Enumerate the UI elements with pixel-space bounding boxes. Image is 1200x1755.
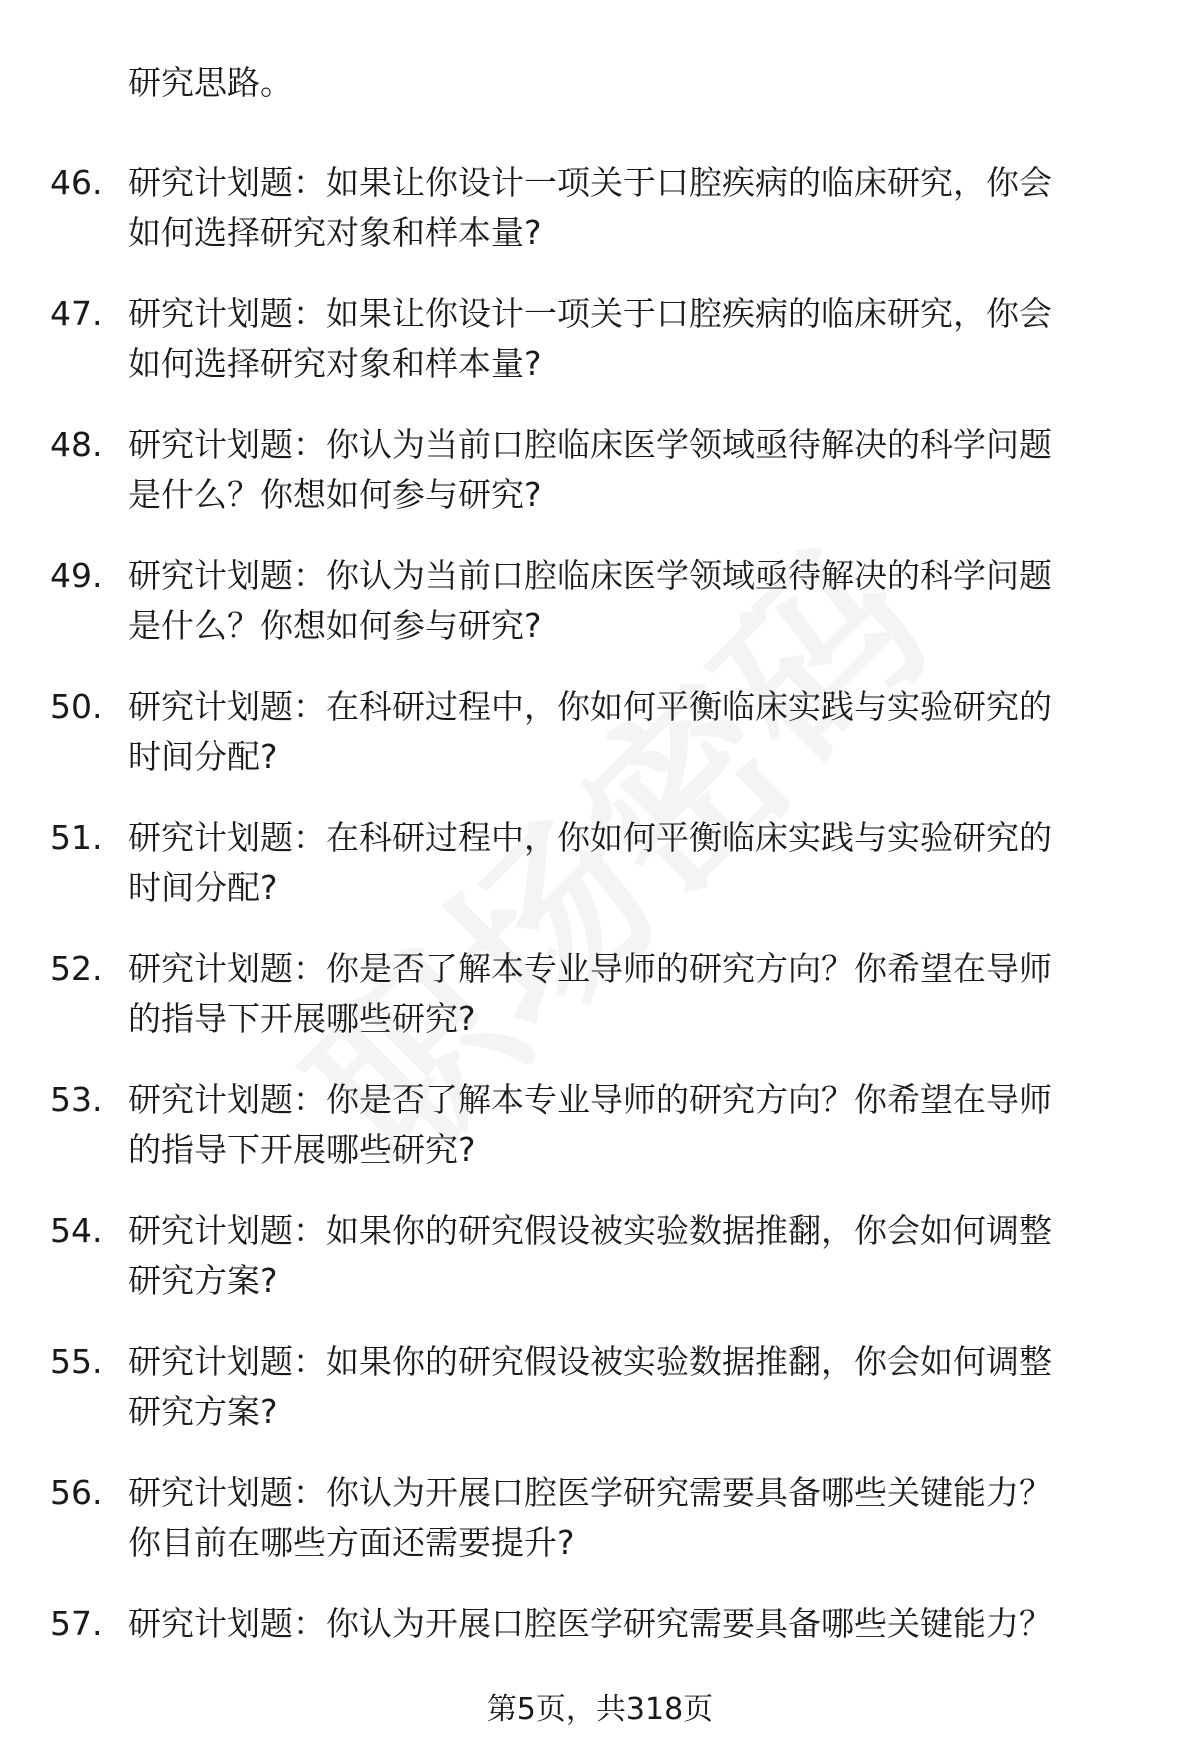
question-item-56 — [0, 1468, 1200, 1599]
question-number: 46. — [50, 163, 103, 202]
question-item-51 — [0, 813, 1200, 944]
question-text-line: 研究计划题：如果让你设计一项关于口腔疾病的临床研究，你会 — [128, 163, 1052, 202]
question-number: 50. — [50, 687, 103, 726]
question-text-line: 研究计划题：在科研过程中，你如何平衡临床实践与实验研究的 — [128, 687, 1052, 726]
question-text-line: 研究方案? — [128, 1261, 278, 1300]
question-text-line: 研究计划题：你认为当前口腔临床医学领域亟待解决的科学问题 — [128, 556, 1052, 595]
question-number: 52. — [50, 949, 103, 988]
question-text-line: 的指导下开展哪些研究? — [128, 999, 476, 1038]
question-text-line: 时间分配? — [128, 737, 278, 776]
question-item-52 — [0, 944, 1200, 1075]
page-footer: 第5页，共318页 — [486, 1692, 714, 1727]
question-text-line: 研究计划题：你是否了解本专业导师的研究方向？你希望在导师 — [128, 949, 1052, 988]
question-text-line: 研究计划题：如果你的研究假设被实验数据推翻，你会如何调整 — [128, 1342, 1052, 1381]
question-item-48 — [0, 420, 1200, 551]
question-text-line: 时间分配? — [128, 868, 278, 907]
question-number: 48. — [50, 425, 103, 464]
question-number: 57. — [50, 1604, 103, 1643]
question-number: 55. — [50, 1342, 103, 1381]
continuation-text: 研究思路。 — [128, 63, 293, 102]
question-list — [0, 158, 1200, 1730]
question-number: 49. — [50, 556, 103, 595]
question-text-line: 研究计划题：如果让你设计一项关于口腔疾病的临床研究，你会 — [128, 294, 1052, 333]
question-number: 56. — [50, 1473, 103, 1512]
question-text-line: 研究方案? — [128, 1392, 278, 1431]
question-number: 51. — [50, 818, 103, 857]
question-item-46 — [0, 158, 1200, 289]
question-text-line: 研究计划题：在科研过程中，你如何平衡临床实践与实验研究的 — [128, 818, 1052, 857]
question-text-line: 研究计划题：你认为开展口腔医学研究需要具备哪些关键能力？ — [128, 1473, 1052, 1512]
question-item-54 — [0, 1206, 1200, 1337]
question-item-55 — [0, 1337, 1200, 1468]
question-text-line: 研究计划题：你认为当前口腔临床医学领域亟待解决的科学问题 — [128, 425, 1052, 464]
question-text-line: 是什么？你想如何参与研究? — [128, 606, 542, 645]
question-item-53 — [0, 1075, 1200, 1206]
question-number: 53. — [50, 1080, 103, 1119]
question-text-line: 研究计划题：你认为开展口腔医学研究需要具备哪些关键能力？ — [128, 1604, 1052, 1643]
question-text-line: 研究计划题：你是否了解本专业导师的研究方向？你希望在导师 — [128, 1080, 1052, 1119]
question-item-47 — [0, 289, 1200, 420]
question-text-line: 是什么？你想如何参与研究? — [128, 475, 542, 514]
question-text-line: 如何选择研究对象和样本量? — [128, 213, 542, 252]
question-number: 54. — [50, 1211, 103, 1250]
question-text-line: 如何选择研究对象和样本量? — [128, 344, 542, 383]
question-text-line: 你目前在哪些方面还需要提升? — [128, 1523, 575, 1562]
question-item-50 — [0, 682, 1200, 813]
question-text-line: 的指导下开展哪些研究? — [128, 1130, 476, 1169]
question-text-line: 研究计划题：如果你的研究假设被实验数据推翻，你会如何调整 — [128, 1211, 1052, 1250]
question-item-49 — [0, 551, 1200, 682]
question-number: 47. — [50, 294, 103, 333]
